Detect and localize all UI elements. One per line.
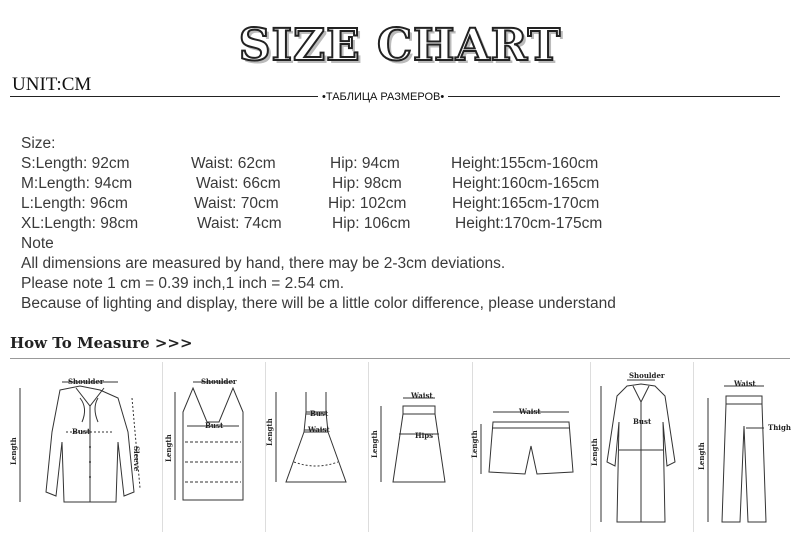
size-row-l [21,194,781,214]
hips-label: Hips [415,431,434,440]
skirt-diagram [368,362,469,532]
tank-top-illustration [163,362,263,532]
size-length: S:Length: 92cm [21,155,130,172]
bust-label: Bust [72,427,91,436]
length-label: Length [697,442,706,470]
note-line: Because of lighting and display, there will be a little color difference, please understand [21,295,616,312]
size-length: L:Length: 96cm [21,195,128,212]
size-waist: Waist: 66cm [196,175,281,192]
size-row-m [21,174,781,194]
coat-diagram [590,362,691,532]
shoulder-label: Shoulder [68,377,104,386]
length-label: Length [9,437,18,465]
page-title: SIZE CHART [238,20,562,71]
waist-label: Waist [519,407,541,416]
dress-diagram [265,362,366,532]
size-height: Height:155cm-160cm [451,155,599,172]
waist-label: Waist [734,379,756,388]
unit-label: UNIT:CM [12,74,92,95]
size-row-s [21,154,781,174]
subtitle: •ТАБЛИЦА РАЗМЕРОВ• [318,91,448,103]
dress-illustration [266,362,366,532]
bust-label: Bust [205,421,224,430]
note-line: Please note 1 cm = 0.39 inch,1 inch = 2.54 cm. [21,275,345,292]
measure-divider [10,358,790,359]
how-to-measure-heading: How To Measure >>> [10,334,193,352]
bust-label: Bust [633,417,652,426]
coat-illustration [591,362,691,532]
bust-label: Bust [310,409,329,418]
size-waist: Waist: 62cm [191,155,276,172]
pants-diagram [693,362,794,532]
pants-illustration [694,362,794,532]
thigh-label: Thigh [768,423,791,432]
shorts-illustration [470,362,588,532]
length-label: Length [164,434,173,462]
shoulder-label: Shoulder [201,377,237,386]
blouse-diagram [10,362,160,532]
length-label: Length [590,438,599,466]
size-spec-block [21,134,781,314]
size-height: Height:165cm-170cm [452,195,600,212]
size-height: Height:170cm-175cm [455,215,603,232]
shoulder-label: Shoulder [629,371,665,380]
blouse-illustration [10,362,160,532]
size-hip: Hip: 102cm [328,195,407,212]
length-label: Length [370,430,379,458]
size-heading: Size: [21,135,56,152]
note-heading: Note [21,235,54,252]
size-height: Height:160cm-165cm [452,175,600,192]
size-waist: Waist: 70cm [194,195,279,212]
skirt-illustration [369,362,469,532]
length-label: Length [265,418,274,446]
size-waist: Waist: 74cm [197,215,282,232]
size-hip: Hip: 106cm [332,215,411,232]
length-label: Length [470,430,479,458]
size-row-xl [21,214,781,234]
tank-top-diagram [162,362,263,532]
size-length: M:Length: 94cm [21,175,133,192]
sleeve-label: Sleeve [132,446,141,472]
waist-label: Waist [411,391,433,400]
size-hip: Hip: 98cm [332,175,402,192]
waist-label: Waist [308,425,330,434]
size-length: XL:Length: 98cm [21,215,139,232]
note-line: All dimensions are measured by hand, there may be 2-3cm deviations. [21,255,506,272]
size-hip: Hip: 94cm [330,155,400,172]
shorts-diagram [472,362,588,532]
